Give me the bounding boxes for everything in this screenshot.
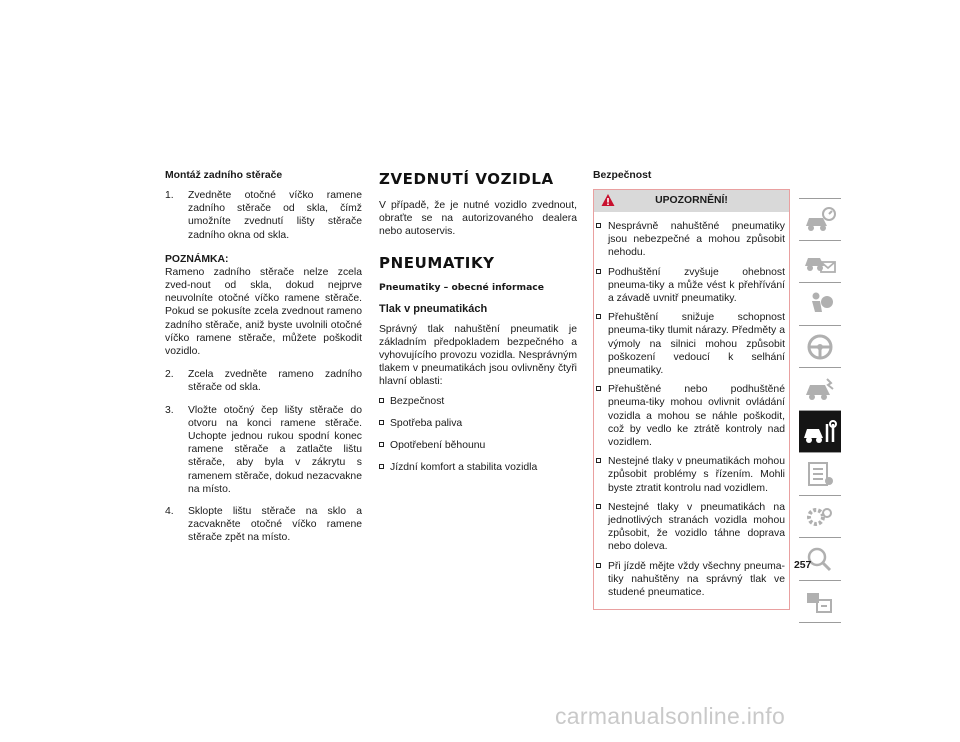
heading-vehicle-lifting: ZVEDNUTÍ VOZIDLA [379,170,554,188]
checkbox-bullet-icon [379,398,384,403]
car-crash-icon [803,375,837,403]
checkbox-bullet-icon [596,504,601,509]
warning-title: UPOZORNĚNÍ! [655,195,728,206]
checkbox-bullet-icon [596,386,601,391]
list-item-text: Opotřebení běhounu [390,440,486,452]
list-item [596,311,785,377]
page-number: 257 [794,560,812,571]
list-item-text: Jízdní komfort a stabilita vozidla [390,462,538,474]
subheading-tire-pressure: Tlak v pneumatikách [379,302,488,315]
list-item-text: Nestejné tlaky v pneumatikách na jednotlivých stranách vozidla mohou způsobit, že vozidlo táhne doprava nebo doleva. [608,501,785,553]
warning-header [594,190,789,212]
list-item-text: Přehuštění snižuje schopnost pneuma-tiky tlumit nárazy. Předměty a výmoly na silnici mohou způsobit poškození vedoucí k selhání pneumatiky. [608,312,785,377]
section-heading-rear-wiper: Montáž zadního stěrače [165,170,283,181]
checkbox-bullet-icon [596,314,601,319]
subheading-tires-general: Pneumatiky – obecné informace [379,281,544,293]
affected-areas-list [379,395,577,475]
lifting-paragraph: V případě, že je nutné vozidlo zvednout, obraťte se na autorizovaného dealera nebo autoservis. [379,200,577,238]
column-3 [593,170,790,610]
tab-steering-wheel[interactable] [799,326,841,369]
step-4 [165,505,362,545]
list-item-text: Podhuštění zvyšuje ohebnost pneuma-tiky a může vést k přehřívání a závadě uvnitř pneumatiky. [608,266,785,305]
heading-tires: PNEUMATIKY [379,253,495,272]
list-item [596,266,785,306]
warning-triangle-icon [601,193,615,207]
step-number: 4. [165,506,174,518]
car-envelope-icon [803,248,837,276]
step-number: 3. [165,404,174,416]
list-item-text: Bezpečnost [390,395,445,407]
tab-airbag[interactable] [799,283,841,326]
step-number: 1. [165,190,174,201]
step-text: Zcela zvedněte rameno zadního stěrače od skla. [188,369,362,394]
list-item-text: Nesprávně nahuštěné pneumatiky jsou nebezpečné a mohou způsobit nehodu. [608,221,785,259]
watermark: carmanualsonline.info [555,703,786,729]
step-1 [165,189,362,242]
step-3 [165,404,362,496]
checkbox-bullet-icon [379,464,384,469]
tab-car-envelope[interactable] [799,241,841,284]
list-item-text: Nestejné tlaky v pneumatikách mohou způsobit problémy s řízením. Mohli byste ztratit kontrolu nad vozidlem. [608,456,785,494]
tab-language[interactable] [799,581,841,624]
warning-body [594,212,789,609]
list-item [596,501,785,554]
note-text: Rameno zadního stěrače nelze zcela zved-nout od skla, dokud nejprve neuvolníte otočné víčko ramene stěrače. Pokud se pokusíte zcela zvednout rameno zadního stěrače, aniž byste uvolnili otočné víčko ramene stěrače, můžete poškodit vozidlo. [165,266,362,358]
list-item [379,395,577,408]
checkbox-bullet-icon [596,223,601,228]
step-text: Vložte otočný čep lišty stěrače do otvoru na konci ramene stěrače. Uchopte jednou rukou spodní konec ramene stěrače a zatlačte lištu stěrače, aby byla v zákrytu s ramenem stěrače, dokud nezacvakne na místo. [188,404,362,495]
list-item [596,560,785,600]
car-gauge-icon [803,206,837,234]
checkbox-bullet-icon [379,420,384,425]
checkbox-bullet-icon [596,458,601,463]
list-item-text: Spotřeba paliva [390,417,463,429]
tab-car-wrench[interactable] [799,411,841,454]
list-item [379,417,577,430]
list-item [596,455,785,495]
column-2 [379,170,577,483]
steps-list-2 [165,368,362,544]
note-label: POZNÁMKA: [165,253,229,265]
step-2 [165,368,362,394]
tab-settings[interactable] [799,496,841,539]
airbag-person-icon [803,290,837,318]
step-text: Sklopte lištu stěrače na sklo a zacvakněte otočné víčko ramene stěrače zpět na místo. [188,506,362,544]
checkbox-bullet-icon [379,442,384,447]
tire-pressure-paragraph: Správný tlak nahuštění pneumatik je základním předpokladem bezpečného a vyhovujícího provozu vozidla. Nesprávným tlakem v pneumatikách jsou ovlivněny čtyři hlavní oblasti: [379,323,577,388]
language-icon [803,588,837,616]
list-item [379,439,577,452]
list-item-text: Při jízdě mějte vždy všechny pneuma-tiky nahuštěny na správný tlak ve studené pneumatice. [608,560,785,599]
tab-car-gauge[interactable] [799,198,841,241]
warning-list [596,220,785,599]
list-item [379,461,577,474]
tab-car-crash[interactable] [799,368,841,411]
tab-list[interactable] [799,453,841,496]
checkbox-bullet-icon [596,563,601,568]
column-1 [165,170,362,554]
list-item-text: Přehuštěné nebo podhuštěné pneuma-tiky mohou ovlivnit ovládání vozidla a mohou se náhle poškodit, což by vedlo ke ztrátě kontroly nad vozidlem. [608,384,785,449]
step-text: Zvedněte otočné víčko ramene zadního stěrače od skla, čímž umožníte zvednutí lišty stěrače zadního okna od skla. [188,190,362,241]
list-icon [803,460,837,488]
list-item [596,220,785,260]
warning-box [593,189,790,610]
section-heading-safety: Bezpečnost [593,170,652,181]
car-wrench-icon [803,418,837,446]
list-item [596,383,785,449]
steering-wheel-icon [803,333,837,361]
step-number: 2. [165,369,174,381]
settings-icon [803,503,837,531]
steps-list-1 [165,189,362,242]
checkbox-bullet-icon [596,269,601,274]
